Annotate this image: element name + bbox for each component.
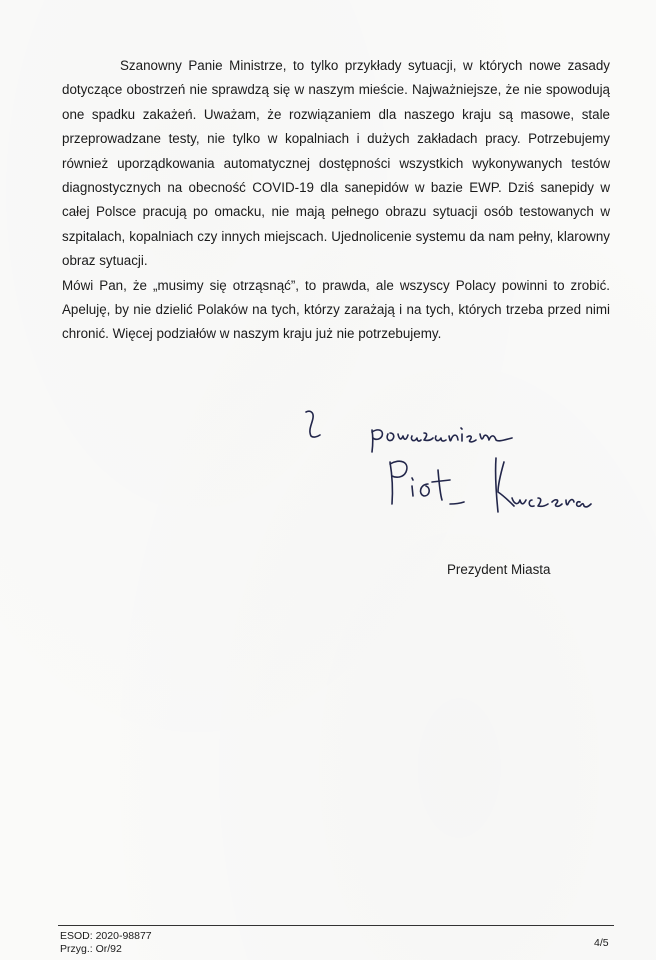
footer-divider	[58, 925, 614, 926]
footer-przyg: Przyg.: Or/92	[60, 943, 122, 955]
signer-title: Prezydent Miasta	[447, 562, 551, 577]
letter-paragraph-2: Mówi Pan, że „musimy się otrząsnąć”, to prawda, ale wszyscy Polacy powinni to zrobić. Apeluję, by nie dzielić Polaków na tych, którzy zarażają i na tych, których trzeba przed nimi chronić. Więcej podziałów w naszym kraju już nie potrzebujemy.	[62, 277, 610, 342]
page-number: 4/5	[594, 937, 609, 949]
footer-esod: ESOD: 2020-98877	[60, 930, 152, 942]
letter-paragraph-1: Szanowny Panie Ministrze, to tylko przykłady sytuacji, w których nowe zasady dotyczące obostrzeń nie sprawdzą się w naszym mieście. Najważniejsze, że nie spowodują one spadku zakażeń. Uważam, że rozwiązaniem dla naszego kraju są masowe, stale przeprowadzane testy, nie tylko w kopalniach i dużych zakładach pracy. Potrzebujemy również uporządkowania automatycznej dostępności wszystkich wykonywanych testów diagnostycznych na obecność COVID-19 dla sanepidów w bazie EWP. Dziś sanepidy w całej Polsce pracują po omacku, nie mają pełnego obrazu sytuacji osób testowanych w szpitalach, kopalniach czy innych miejscach. Ujednolicenie systemu da nam pełny, klarowny obraz sytuacji.	[62, 58, 610, 269]
letter-body	[62, 54, 610, 347]
handwritten-signature	[300, 400, 600, 530]
footer-reference	[60, 930, 152, 956]
